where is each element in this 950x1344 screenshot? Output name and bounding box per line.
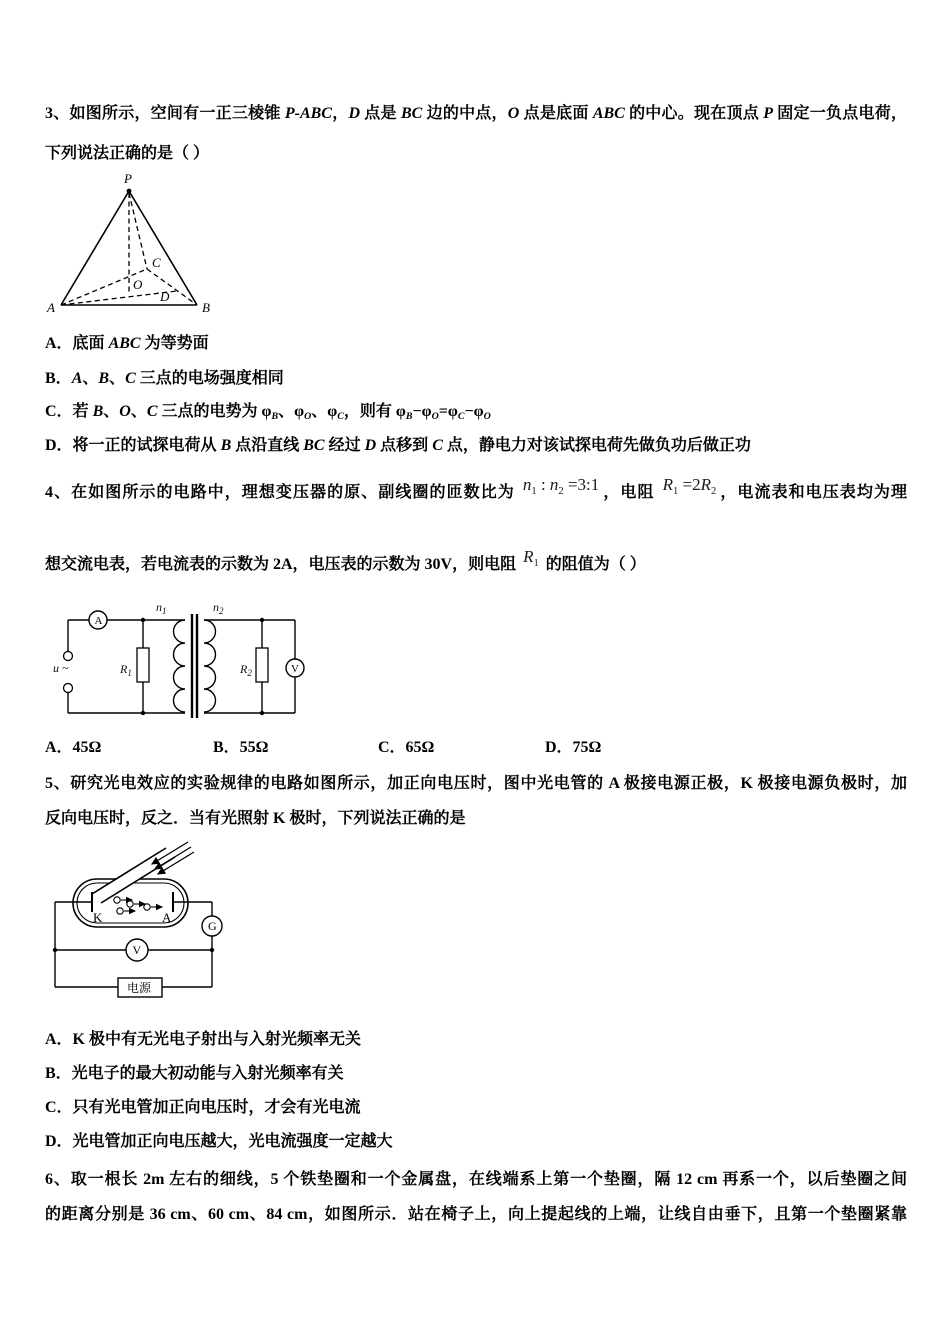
label-O: O [133,277,143,292]
q5-option-c: C．只有光电管加正向电压时，才会有光电流 [45,1099,361,1116]
pyramid-dashed-edges [61,193,197,305]
pyramid-figure [42,171,217,315]
light-window-tube [92,848,175,903]
primary-coil [174,620,186,712]
power-supply-label: 电源 [127,981,152,995]
q4-option-d: D．75Ω [545,739,602,756]
anode-label: A [162,910,172,925]
q5-option-d: D．光电管加正向电压越大，光电流强度一定越大 [45,1133,393,1150]
apex-point-dot [127,189,132,194]
r1-label: $R_1$ [120,662,132,678]
q3-text-line2: 下列说法正确的是（ ） [45,145,210,162]
voltmeter-label: V [291,663,299,675]
q4-option-b: B．55Ω [213,739,269,756]
q3-option-c: C．若 B、O、C 三点的电势为 $\varphi_B$、$\varphi_O$、$\varphi_C$，则有 $\varphi_B-\varphi_O=\varphi_C-\varphi_O$ [45,403,491,422]
source-terminal-bottom [64,684,73,693]
label-P: P [124,171,132,186]
label-D: D [160,289,170,304]
r2-label: $R_2$ [240,662,252,678]
cathode-label: K [93,910,103,925]
source-terminal-top [64,652,73,661]
q4-text-line1: 4、在如图所示的电路中，理想变压器的原、副线圈的匝数比为 $n_1$ : $n_2$ =3:1 ，电阻 $R_1 =2R_2$ ，电流表和电压表均为理 [45,475,907,501]
q3-option-b: B．A、B、C 三点的电场强度相同 [45,370,284,387]
n2-label: $n_2$ [213,600,224,616]
photoelectrons [114,897,162,914]
q4-text-line2: 想交流电表，若电流表的示数为 2A，电压表的示数为 30V，则电阻 $R_1$ 的阻值为（ ） [45,547,646,573]
label-A: A [47,300,55,315]
galvanometer-label: G [208,919,217,933]
resistor-r2 [256,648,268,682]
label-B: B [202,300,210,315]
q6-text-line2: 的距离分别是 36 cm、60 cm、84 cm，如图所示．站在椅子上，向上提起线的上端，让线自由垂下，且第一个垫圈紧靠 [45,1206,907,1223]
secondary-coil [204,620,216,712]
phototube-circuit-figure [48,842,238,1007]
resistor-r1 [137,648,149,682]
voltmeter-label: V [132,943,142,957]
q4-option-c: C．65Ω [378,739,435,756]
q5-option-a: A．K 极中有无光电子射出与入射光频率无关 [45,1031,362,1048]
q4-option-a: A．45Ω [45,739,102,756]
q5-text-line1: 5、研究光电效应的实验规律的电路如图所示，加正向电压时，图中光电管的 A 极接电源正极，K 极接电源负极时，加 [45,775,907,792]
transformer-circuit-figure [52,594,322,729]
source-label: u ~ [53,661,69,675]
label-C: C [152,255,161,270]
q3-option-d: D．将一正的试探电荷从 B 点沿直线 BC 经过 D 点移到 C 点，静电力对该试探电荷先做负功后做正功 [45,437,751,454]
q5-text-line2: 反向电压时，反之．当有光照射 K 极时，下列说法正确的是 [45,810,466,827]
q3-option-a: A．底面 ABC 为等势面 [45,335,209,352]
q5-option-b: B．光电子的最大初动能与入射光频率有关 [45,1065,344,1082]
ammeter-label: A [94,615,103,627]
circuit-wires [64,618,296,715]
n1-label: $n_1$ [156,600,167,616]
q3-text-line1: 3、如图所示，空间有一正三棱锥 P-ABC，D 点是 BC 边的中点，O 点是底面 ABC 的中心。现在顶点 P 固定一负点电荷， [45,105,907,122]
q6-text-line1: 6、取一根长 2m 左右的细线，5 个铁垫圈和一个金属盘，在线端系上第一个垫圈，隔 12 cm 再系一个，以后垫圈之间 [45,1171,907,1188]
